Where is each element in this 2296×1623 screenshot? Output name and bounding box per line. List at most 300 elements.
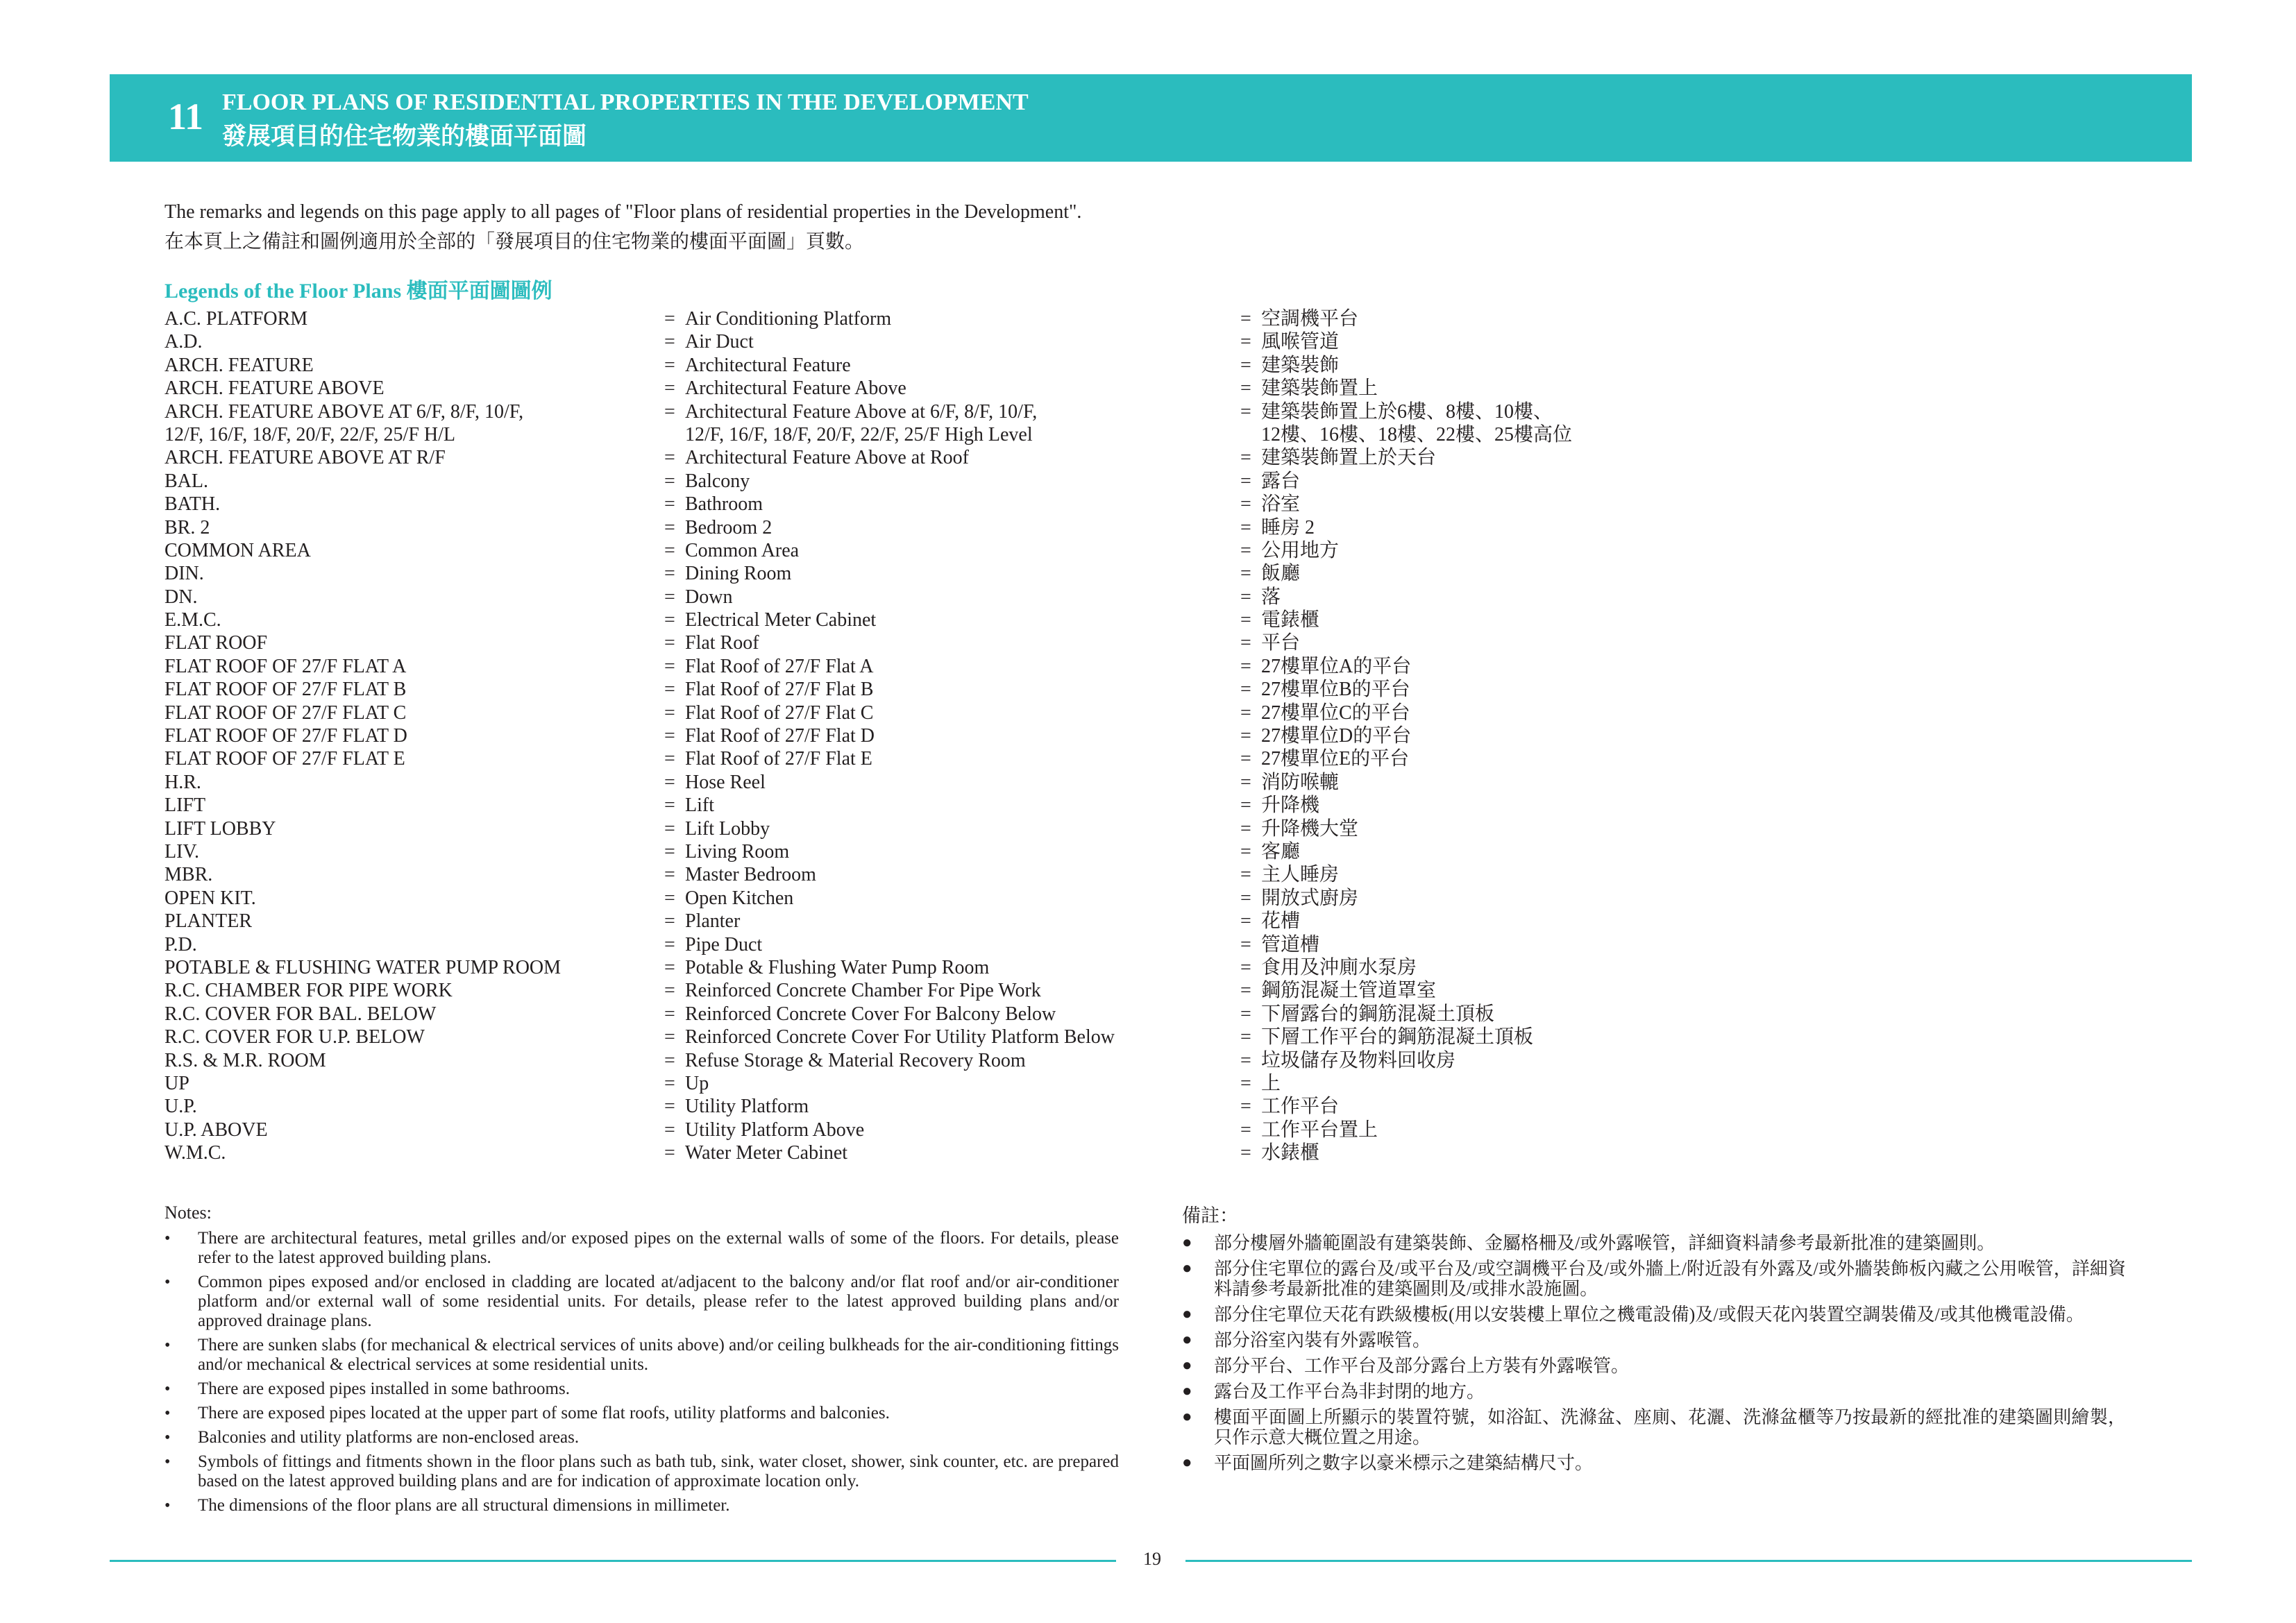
- legend-row: [164, 956, 1622, 979]
- legend-meaning-en-text: Lift Lobby: [685, 817, 770, 840]
- section-title-zh: 發展項目的住宅物業的樓面平面圖: [222, 123, 587, 150]
- equals-sign: =: [1240, 447, 1251, 469]
- legend-meaning-zh-text: 建築裝飾置上: [1261, 377, 1378, 400]
- legend-meaning-en: [664, 817, 770, 840]
- legend-abbreviation: [164, 956, 561, 979]
- legend-row: [164, 702, 1622, 724]
- legend-meaning-zh: [1240, 724, 1411, 747]
- legend-abbreviation-text: R.C. CHAMBER FOR PIPE WORK: [164, 980, 453, 1002]
- legend-meaning-zh: [1240, 840, 1300, 863]
- legend-meaning-en-text: Potable & Flushing Water Pump Room: [685, 956, 990, 978]
- legend-meaning-en: [664, 956, 989, 979]
- legend-meaning-zh: [1240, 354, 1339, 377]
- legend-meaning-zh: [1240, 1072, 1281, 1095]
- legend-meaning-zh: [1240, 747, 1409, 770]
- legend-abbreviation: [164, 446, 446, 469]
- legend-abbreviation: [164, 539, 311, 562]
- legend-meaning-en-text: Planter: [685, 910, 741, 933]
- legend-meaning-en-text: Architectural Feature: [685, 354, 851, 376]
- section-number: 11: [168, 96, 204, 137]
- legend-meaning-zh: [1240, 539, 1339, 562]
- legend-meaning-zh: [1240, 1095, 1339, 1118]
- footer-rule-left: [110, 1560, 1116, 1562]
- legend-meaning-en: [664, 562, 791, 585]
- bullet-icon: •: [164, 1404, 171, 1422]
- equals-sign: =: [664, 470, 675, 492]
- legend-abbreviation: [164, 1003, 436, 1026]
- legend-meaning-zh: [1240, 794, 1319, 817]
- legend-meaning-en: [664, 979, 1041, 1002]
- legend-meaning-zh: [1240, 817, 1358, 840]
- equals-sign: =: [1240, 586, 1251, 608]
- legend-meaning-zh-text: 浴室: [1261, 493, 1301, 516]
- note-text: 露台及工作平台為非封閉的地方。: [1214, 1382, 1485, 1402]
- equals-sign: =: [664, 655, 675, 677]
- legend-meaning-zh-text: 工作平台: [1261, 1096, 1340, 1118]
- note-item: [1182, 1356, 2126, 1376]
- equals-sign: =: [1240, 563, 1251, 585]
- legend-meaning-en-text: Pipe Duct: [685, 933, 763, 955]
- legend-meaning-zh-text: 管道槽: [1261, 933, 1320, 955]
- legend-meaning-zh-text: 落: [1261, 586, 1281, 608]
- bullet-icon: •: [164, 1230, 171, 1248]
- legend-meaning-en-text: Flat Roof of 27/F Flat B: [685, 679, 874, 701]
- equals-sign: =: [1240, 539, 1251, 561]
- legend-meaning-en-text: Air Duct: [685, 331, 754, 353]
- legend-row: [164, 979, 1622, 1002]
- section-title-en: FLOOR PLANS OF RESIDENTIAL PROPERTIES IN THE DEVELOPMENT: [222, 90, 1029, 115]
- legend-meaning-en: [664, 631, 759, 654]
- legend-abbreviation-text: BATH.: [164, 493, 221, 516]
- legend-abbreviation: [164, 562, 204, 585]
- legend-meaning-en-text: Up: [685, 1072, 709, 1094]
- note-text: 部分浴室內裝有外露喉管。: [1214, 1330, 1431, 1350]
- note-item: [1182, 1382, 2126, 1402]
- legend-meaning-zh-text: 27樓單位D的平台: [1261, 725, 1412, 747]
- bullet-icon: ●: [1182, 1234, 1192, 1252]
- legend-meaning-en: [664, 539, 799, 562]
- legend-meaning-en-text: Open Kitchen: [685, 887, 794, 909]
- legend-meaning-zh-text: 電錶櫃: [1261, 609, 1320, 631]
- legend-abbreviation-text: U.P.: [164, 1096, 197, 1118]
- legend-meaning-en: [664, 863, 816, 886]
- equals-sign: =: [1240, 655, 1251, 677]
- note-text: 平面圖所列之數字以豪米標示之建築結構尺寸。: [1214, 1453, 1594, 1473]
- equals-sign: =: [664, 563, 675, 585]
- legend-abbreviation-text: DN.: [164, 586, 198, 608]
- equals-sign: =: [664, 609, 675, 631]
- legend-meaning-en-text: Utility Platform: [685, 1096, 809, 1118]
- equals-sign: =: [1240, 1142, 1251, 1164]
- legend-meaning-zh: [1240, 887, 1358, 910]
- legend-meaning-zh: [1240, 446, 1436, 469]
- legend-abbreviation: [164, 307, 307, 330]
- legend-meaning-zh-text: 垃圾儲存及物料回收房: [1261, 1049, 1456, 1071]
- legend-meaning-en: [664, 1003, 1056, 1026]
- bullet-icon: •: [164, 1429, 171, 1447]
- legend-abbreviation-text: R.S. & M.R. ROOM: [164, 1049, 326, 1071]
- legend-meaning-zh-text: 主人睡房: [1261, 864, 1340, 886]
- legend-row: [164, 794, 1622, 817]
- equals-sign: =: [1240, 864, 1251, 886]
- legend-meaning-zh-text: 27樓單位A的平台: [1261, 655, 1412, 677]
- note-text: There are architectural features, metal grilles and/or exposed pipes on the external walls of some of the floors. For details, please refer to the latest approved building plans.: [198, 1229, 1119, 1267]
- legend-abbreviation: [164, 1095, 197, 1118]
- legend-meaning-zh-text: 睡房 2: [1261, 516, 1315, 538]
- legend-meaning-en: [664, 377, 906, 400]
- legend-abbreviation-text: FLAT ROOF OF 27/F FLAT C: [164, 702, 407, 724]
- legend-row: [164, 516, 1622, 539]
- note-item: [164, 1273, 1119, 1331]
- bullet-icon: •: [164, 1453, 171, 1471]
- legend-abbreviation-text: LIFT LOBBY: [164, 817, 276, 840]
- legend-meaning-en-text: Dining Room: [685, 563, 792, 585]
- note-text: There are sunken slabs (for mechanical & electrical services of units above) and/or ceiling bulkheads for the air-conditioning fittings and/or mechanical & electrical services at some residential units.: [198, 1336, 1119, 1374]
- note-text: Symbols of fittings and fitments shown in the floor plans such as bath tub, sink, water closet, shower, sink counter, etc. are prepared based on the latest approved building plans and are for indication of approximate location only.: [198, 1452, 1119, 1490]
- equals-sign: =: [664, 377, 675, 400]
- legend-row: [164, 330, 1622, 353]
- equals-sign: =: [1240, 516, 1251, 538]
- bullet-icon: •: [164, 1273, 171, 1291]
- legend-abbreviation: [164, 747, 405, 770]
- legend-abbreviation: [164, 1026, 425, 1048]
- legend-row: [164, 1141, 1622, 1164]
- legend-row: [164, 586, 1622, 609]
- legend-meaning-zh: [1240, 586, 1281, 609]
- legend-meaning-en-text: Reinforced Concrete Cover For Balcony Below: [685, 1003, 1056, 1025]
- legend-meaning-en: [664, 330, 754, 353]
- legend-meaning-zh: [1240, 377, 1378, 400]
- legend-meaning-zh: [1240, 562, 1300, 585]
- legend-meaning-en-text: Flat Roof of 27/F Flat A: [685, 655, 874, 677]
- equals-sign: =: [1240, 933, 1251, 955]
- equals-sign: =: [664, 748, 675, 770]
- equals-sign: =: [664, 725, 675, 747]
- note-item: [164, 1428, 1119, 1447]
- legend-meaning-en-text: Hose Reel: [685, 771, 766, 793]
- legend-meaning-zh: [1240, 979, 1436, 1002]
- legend-abbreviation-text: DIN.: [164, 563, 204, 585]
- legend-abbreviation-text: MBR.: [164, 864, 213, 886]
- legend-row: [164, 562, 1622, 585]
- equals-sign: =: [1240, 354, 1251, 376]
- legend-row: [164, 771, 1622, 794]
- legend-meaning-en-text: Flat Roof of 27/F Flat C: [685, 702, 874, 724]
- equals-sign: =: [1240, 817, 1251, 840]
- legend-meaning-zh: [1240, 956, 1417, 979]
- legend-abbreviation-text: A.D.: [164, 331, 203, 353]
- equals-sign: =: [1240, 1119, 1251, 1141]
- equals-sign: =: [664, 1142, 675, 1164]
- legend-row: [164, 655, 1622, 678]
- equals-sign: =: [664, 331, 675, 353]
- legend-row: [164, 307, 1622, 330]
- legend-meaning-en: [664, 910, 740, 933]
- legend-meaning-zh: [1240, 678, 1410, 701]
- equals-sign: =: [1240, 1026, 1251, 1048]
- notes-list-zh: [1182, 1233, 2126, 1473]
- legend-meaning-en: [664, 702, 873, 724]
- equals-sign: =: [664, 1096, 675, 1118]
- legend-row: [164, 678, 1622, 701]
- legend-meaning-zh: [1240, 1003, 1494, 1026]
- legend-meaning-zh: [1240, 330, 1339, 353]
- legend-row: [164, 609, 1622, 631]
- legend-row: [164, 840, 1622, 863]
- legend-meaning-en: [664, 1095, 809, 1118]
- legend-row: [164, 446, 1622, 469]
- legend-abbreviation: [164, 493, 220, 516]
- legend-meaning-en-text: Flat Roof: [685, 632, 759, 654]
- legend-meaning-en-text: Flat Roof of 27/F Flat D: [685, 725, 875, 747]
- legend-meaning-en-text: Living Room: [685, 841, 790, 863]
- note-item: [164, 1404, 1119, 1423]
- equals-sign: =: [664, 771, 675, 793]
- legend-meaning-en: [664, 747, 872, 770]
- legend-meaning-en-text: Common Area: [685, 539, 800, 561]
- equals-sign: =: [1240, 308, 1251, 330]
- legend-abbreviation: [164, 794, 205, 817]
- legend-meaning-en-text: Reinforced Concrete Cover For Utility Platform Below: [685, 1026, 1115, 1048]
- legend-abbreviation: [164, 609, 221, 631]
- legend-meaning-zh: [1240, 609, 1319, 631]
- legend-meaning-en-text: Reinforced Concrete Chamber For Pipe Work: [685, 980, 1041, 1002]
- legend-row: [164, 817, 1622, 840]
- equals-sign: =: [664, 539, 675, 561]
- equals-sign: =: [664, 1072, 675, 1094]
- legend-meaning-en: [664, 1072, 709, 1095]
- legend-meaning-en-text: Bathroom: [685, 493, 763, 516]
- legend-meaning-zh: [1240, 771, 1339, 794]
- equals-sign: =: [1240, 841, 1251, 863]
- legend-abbreviation-text: FLAT ROOF OF 27/F FLAT E: [164, 748, 405, 770]
- note-item: [164, 1379, 1119, 1399]
- legend-meaning-zh-text: 建築裝飾置上於天台: [1261, 447, 1437, 469]
- equals-sign: =: [1240, 725, 1251, 747]
- equals-sign: =: [1240, 609, 1251, 631]
- legend-meaning-en-text: Flat Roof of 27/F Flat E: [685, 748, 872, 770]
- equals-sign: =: [1240, 1049, 1251, 1071]
- equals-sign: =: [664, 679, 675, 701]
- legend-meaning-zh: [1240, 400, 1572, 447]
- legend-abbreviation: [164, 377, 385, 400]
- legend-meaning-zh-text: 開放式廚房: [1261, 887, 1359, 909]
- legend-meaning-en: [664, 1141, 847, 1164]
- legend-meaning-zh-text: 水錶櫃: [1261, 1142, 1320, 1164]
- legend-meaning-zh-text: 27樓單位B的平台: [1261, 679, 1410, 701]
- legend-abbreviation-text: OPEN KIT.: [164, 887, 256, 909]
- legend-meaning-en-text: Electrical Meter Cabinet: [685, 609, 877, 631]
- legend-meaning-en: [664, 933, 762, 956]
- legend-abbreviation-text: ARCH. FEATURE: [164, 354, 314, 376]
- legend-meaning-zh-text: 風喉管道: [1261, 331, 1340, 353]
- legend-meaning-zh-text: 27樓單位E的平台: [1261, 748, 1410, 770]
- legend-meaning-en: [664, 724, 875, 747]
- legend-abbreviation-text: BAL.: [164, 470, 208, 492]
- note-text: 部分樓層外牆範圍設有建築裝飾、金屬格柵及/或外露喉管，詳細資料請參考最新批准的建築圖則。: [1214, 1233, 1995, 1253]
- equals-sign: =: [1240, 1096, 1251, 1118]
- note-text: The dimensions of the floor plans are all structural dimensions in millimeter.: [198, 1496, 730, 1515]
- equals-sign: =: [1240, 1003, 1251, 1025]
- bullet-icon: ●: [1182, 1259, 1192, 1277]
- legend-row: [164, 377, 1622, 400]
- equals-sign: =: [664, 493, 675, 516]
- legend-meaning-zh: [1240, 1049, 1455, 1072]
- note-text: 部分住宅單位的露台及/或平台及/或空調機平台及/或外牆上/附近設有外露及/或外牆裝飾板內藏之公用喉管，詳細資料請參考最新批准的建築圖則及/或排水設施圖。: [1214, 1259, 2126, 1299]
- equals-sign: =: [664, 956, 675, 978]
- bullet-icon: ●: [1182, 1357, 1192, 1375]
- legend-meaning-zh-text: 平台: [1261, 632, 1301, 654]
- legend-meaning-zh-text: 升降機大堂: [1261, 817, 1359, 840]
- note-item: [164, 1452, 1119, 1491]
- legend-row: [164, 400, 1622, 447]
- bullet-icon: ●: [1182, 1408, 1192, 1426]
- equals-sign: =: [1240, 702, 1251, 724]
- equals-sign: =: [1240, 771, 1251, 793]
- legend-meaning-en: [664, 446, 969, 469]
- legend-row: [164, 631, 1622, 654]
- legend-row: [164, 887, 1622, 910]
- legend-meaning-en: [664, 1119, 864, 1141]
- legend-meaning-en: [664, 887, 793, 910]
- equals-sign: =: [664, 794, 675, 817]
- legend-abbreviation: [164, 354, 314, 377]
- legend-row: [164, 493, 1622, 516]
- legend-row: [164, 1119, 1622, 1141]
- note-item: [164, 1496, 1119, 1515]
- equals-sign: =: [1240, 794, 1251, 817]
- legend-abbreviation: [164, 817, 276, 840]
- equals-sign: =: [664, 354, 675, 376]
- equals-sign: =: [664, 400, 675, 423]
- legend-meaning-zh-text-line2: 12樓、16樓、18樓、22樓、25樓高位: [1261, 423, 1573, 445]
- page-number: 19: [1143, 1549, 1161, 1569]
- legend-meaning-en-text: Master Bedroom: [685, 864, 816, 886]
- legend-meaning-en-text: Architectural Feature Above: [685, 377, 906, 400]
- legend-abbreviation: [164, 631, 267, 654]
- note-text: Common pipes exposed and/or enclosed in cladding are located at/adjacent to the balcony and/or flat roof and/or air-conditioner platform and/or external wall of some residential units. For details, please refer to the latest approved building plans and/or approved drainage plans.: [198, 1273, 1119, 1330]
- legend-meaning-en-text: Architectural Feature Above at 6/F, 8/F, 10/F,: [685, 400, 1038, 423]
- equals-sign: =: [664, 864, 675, 886]
- legend-abbreviation: [164, 702, 406, 724]
- note-text: 樓面平面圖上所顯示的裝置符號，如浴缸、洗滌盆、座廁、花灑、洗滌盆櫃等乃按最新的經批准的建築圖則繪製，只作示意大概位置之用途。: [1214, 1407, 2126, 1447]
- legend-meaning-zh-text: 空調機平台: [1261, 308, 1359, 330]
- legend-meaning-zh: [1240, 1141, 1319, 1164]
- note-text: 部分住宅單位天花有跌級樓板(用以安裝樓上單位之機電設備)及/或假天花內裝置空調裝備及/或其他機電設備。: [1214, 1305, 2084, 1325]
- legend-row: [164, 1026, 1622, 1048]
- legend-abbreviation: [164, 771, 201, 794]
- legend-row: [164, 470, 1622, 493]
- legend-meaning-en: [664, 1026, 1115, 1048]
- bullet-icon: ●: [1182, 1305, 1192, 1323]
- legend-row: [164, 1003, 1622, 1026]
- note-item: [1182, 1453, 2126, 1473]
- equals-sign: =: [1240, 470, 1251, 492]
- bullet-icon: •: [164, 1497, 171, 1515]
- notes-title-en: Notes:: [164, 1203, 212, 1223]
- legend-meaning-en: [664, 400, 1037, 447]
- legend-meaning-zh: [1240, 470, 1300, 493]
- legend-row: [164, 354, 1622, 377]
- legend-meaning-en-text: Balcony: [685, 470, 750, 492]
- legend-row: [164, 539, 1622, 562]
- bullet-icon: ●: [1182, 1331, 1192, 1349]
- notes-chinese: [1182, 1200, 2126, 1479]
- note-item: [1182, 1259, 2126, 1299]
- equals-sign: =: [664, 1003, 675, 1025]
- legend-row: [164, 910, 1622, 933]
- legend-abbreviation-text: LIFT: [164, 794, 206, 817]
- legend-row: [164, 863, 1622, 886]
- legend-meaning-en: [664, 586, 732, 609]
- legend-meaning-en: [664, 307, 891, 330]
- legend-abbreviation: [164, 400, 523, 447]
- equals-sign: =: [1240, 910, 1251, 933]
- legend-heading: Legends of the Floor Plans 樓面平面圖圖例: [164, 280, 552, 303]
- equals-sign: =: [1240, 679, 1251, 701]
- bullet-icon: •: [164, 1336, 171, 1354]
- legend-abbreviation-text-line2: 12/F, 16/F, 18/F, 20/F, 22/F, 25/F H/L: [164, 423, 456, 445]
- legend-abbreviation-text: COMMON AREA: [164, 539, 311, 561]
- legend-meaning-en: [664, 354, 851, 377]
- intro-text-en: The remarks and legends on this page apply to all pages of "Floor plans of residential properties in the Development".: [164, 201, 1082, 223]
- legend-meaning-en-text: Water Meter Cabinet: [685, 1142, 848, 1164]
- legend-meaning-zh: [1240, 933, 1319, 956]
- legend-abbreviation: [164, 910, 252, 933]
- legend-abbreviation-text: FLAT ROOF OF 27/F FLAT D: [164, 725, 407, 747]
- equals-sign: =: [664, 702, 675, 724]
- legend-meaning-en: [664, 1049, 1026, 1072]
- equals-sign: =: [664, 586, 675, 608]
- legend-meaning-zh-text: 露台: [1261, 470, 1301, 492]
- legend-abbreviation-text: POTABLE & FLUSHING WATER PUMP ROOM: [164, 956, 562, 978]
- legend-meaning-en-text: Bedroom 2: [685, 516, 773, 538]
- legend-meaning-zh: [1240, 631, 1300, 654]
- equals-sign: =: [1240, 493, 1251, 516]
- equals-sign: =: [664, 887, 675, 909]
- notes-english: [164, 1203, 1119, 1520]
- legend-abbreviation: [164, 1119, 268, 1141]
- legend-meaning-zh-text: 消防喉轆: [1261, 771, 1340, 793]
- legend-abbreviation: [164, 655, 406, 678]
- legend-meaning-en-text: Architectural Feature Above at Roof: [685, 447, 969, 469]
- legend-meaning-zh: [1240, 307, 1358, 330]
- legend-abbreviation: [164, 863, 212, 886]
- legend-meaning-en-text: Air Conditioning Platform: [685, 308, 892, 330]
- legend-abbreviation-text: LIV.: [164, 841, 200, 863]
- legend-meaning-zh: [1240, 655, 1411, 678]
- legend-meaning-zh-text: 公用地方: [1261, 539, 1340, 561]
- legend-abbreviation-text: FLAT ROOF: [164, 632, 268, 654]
- legend-abbreviation: [164, 724, 407, 747]
- legend-meaning-en-text: Utility Platform Above: [685, 1119, 865, 1141]
- legend-row: [164, 747, 1622, 770]
- equals-sign: =: [664, 1119, 675, 1141]
- equals-sign: =: [664, 308, 675, 330]
- legend-meaning-zh-text: 工作平台置上: [1261, 1119, 1378, 1141]
- legend-abbreviation-text: H.R.: [164, 771, 201, 793]
- notes-list-en: [164, 1229, 1119, 1515]
- legend-meaning-zh-text: 下層工作平台的鋼筋混凝土頂板: [1261, 1026, 1534, 1048]
- equals-sign: =: [1240, 632, 1251, 654]
- legend-meaning-zh-text: 食用及沖廁水泵房: [1261, 956, 1417, 978]
- footer-rule-right: [1185, 1560, 2192, 1562]
- legend-meaning-zh: [1240, 863, 1339, 886]
- legend-abbreviation: [164, 933, 197, 956]
- legend-abbreviation: [164, 330, 202, 353]
- legend-abbreviation: [164, 1141, 226, 1164]
- legend-meaning-en: [664, 794, 714, 817]
